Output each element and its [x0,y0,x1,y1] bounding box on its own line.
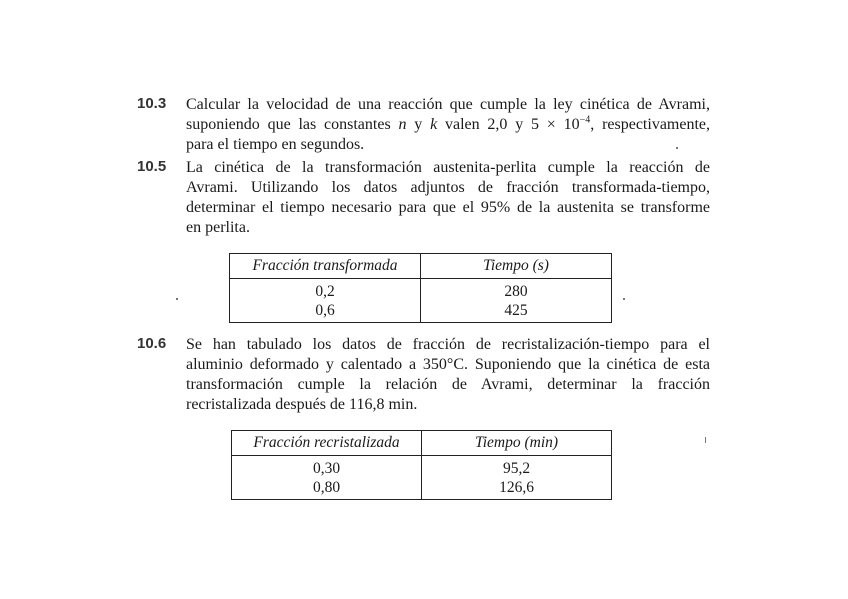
table-row [232,456,612,478]
scan-speck [676,147,678,149]
text-line: Calcular la velocidad de una reacción que cumple la ley cinética de Avrami, [186,96,710,113]
table-cell: 0,80 [232,477,422,500]
table-header: Fracción recristalizada [232,431,422,456]
table-header: Tiempo (s) [421,254,612,279]
table-header: Tiempo (min) [422,431,612,456]
text-line: para el tiempo en segundos. [186,136,365,153]
table-row [230,279,612,301]
text-line: aluminio deformado y calentado a 350°C. Suponiendo que la cinética de esta [186,356,710,373]
table-cell: 0,30 [232,456,422,478]
scan-speck [705,437,706,443]
problem-text [186,335,710,415]
problem-number: 10.5 [137,158,167,175]
table-cell: 0,2 [230,279,421,301]
table-header-row [230,254,612,279]
text-line: Se han tabulado los datos de fracción de recristalización-tiempo para el [186,336,710,353]
scan-speck [623,298,625,300]
text-line: determinar el tiempo necesario para que el 95% de la austenita se transforme [186,199,710,216]
table-header-row [232,431,612,456]
text-line: en perlita. [186,219,250,236]
table-cell: 126,6 [499,479,534,496]
scan-speck [176,298,178,300]
recrystallization-table [231,430,612,500]
table-row [232,477,612,500]
table-cell: 95,2 [502,460,531,477]
problem-text [186,158,710,238]
text-line: suponiendo que las constantes n y k valen 2,0 y $5 \times 10^{-4}$, respectivamente, [186,114,711,133]
text-line: Avrami. Utilizando los datos adjuntos de fracción transformada-tiempo, [186,179,710,196]
text-line: recristalizada después de 116,8 min. [186,396,418,413]
problem-number: 10.3 [137,95,167,112]
text-line: La cinética de la transformación austenita-perlita cumple la reacción de [186,159,710,176]
table-cell: 280 [504,283,528,300]
transformation-table [229,253,612,323]
table-cell: 425 [504,302,528,319]
table-header: Fracción transformada [230,254,421,279]
problem-text [186,95,710,155]
table-cell: 0,6 [230,300,421,323]
text-line: transformación cumple la relación de Avrami, determinar la fracción [186,376,710,393]
table-row [230,300,612,323]
problem-number: 10.6 [137,335,167,352]
